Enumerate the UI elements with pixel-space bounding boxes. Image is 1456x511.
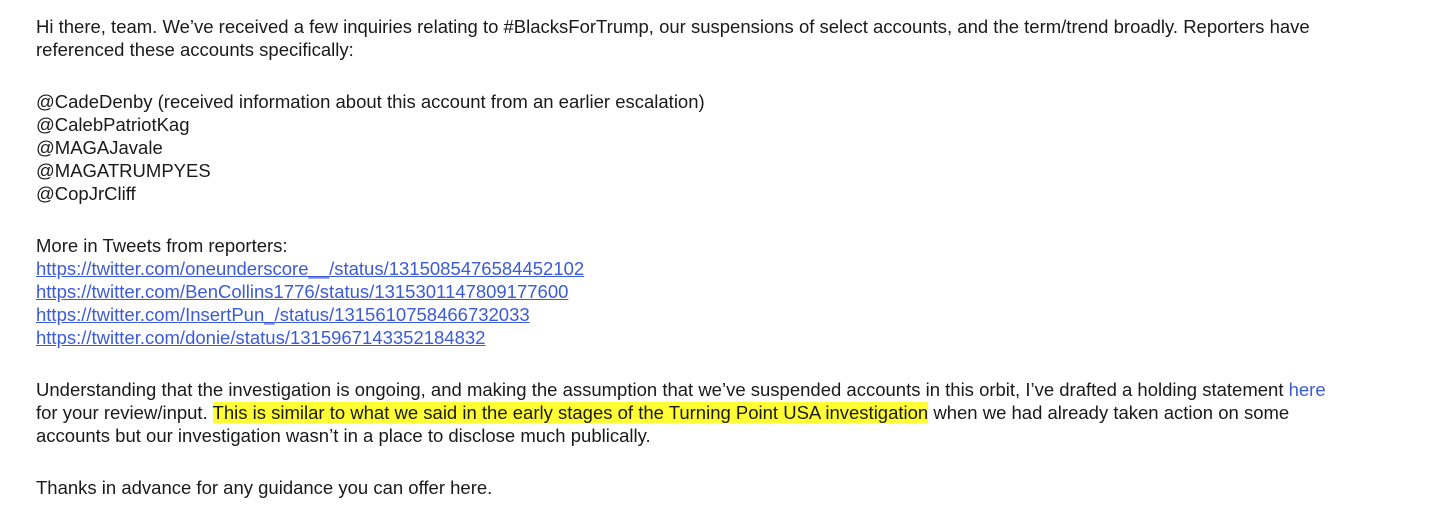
holding-statement-link[interactable]: here (1288, 379, 1326, 400)
account-list (36, 90, 1436, 205)
reporter-links-section (36, 234, 1436, 349)
account-item: @CadeDenby (received information about this account from an earlier escalation) (36, 91, 705, 112)
reporter-tweet-link[interactable]: https://twitter.com/donie/status/1315967143352184832 (36, 327, 486, 348)
account-item: @CalebPatriotKag (36, 114, 190, 135)
reporter-tweet-link[interactable]: https://twitter.com/InsertPun_/status/1315610758466732033 (36, 304, 530, 325)
reporter-tweet-link[interactable]: https://twitter.com/BenCollins1776/status/1315301147809177600 (36, 281, 569, 302)
paragraph-gap (36, 349, 1436, 378)
reporter-links-heading: More in Tweets from reporters: (36, 235, 288, 256)
statement-paragraph (36, 378, 1436, 447)
statement-line-1 (36, 378, 1436, 401)
intro-line-1: Hi there, team. We’ve received a few inquiries relating to #BlacksForTrump, our suspensions of select accounts, and the term/trend broadly. Reporters have (36, 16, 1310, 37)
account-item: @MAGAJavale (36, 137, 163, 158)
account-item: @MAGATRUMPYES (36, 160, 211, 181)
paragraph-gap (36, 61, 1436, 90)
statement-line-2 (36, 401, 1436, 424)
closing-text: Thanks in advance for any guidance you can offer here. (36, 477, 493, 498)
account-item: @CopJrCliff (36, 183, 136, 204)
intro-line-2: referenced these accounts specifically: (36, 39, 354, 60)
paragraph-gap (36, 447, 1436, 476)
highlighted-text: This is similar to what we said in the early stages of the Turning Point USA investigation (212, 402, 929, 423)
statement-line-3: accounts but our investigation wasn’t in a place to disclose much publically. (36, 425, 651, 446)
message-body (36, 15, 1436, 499)
statement-text: when we had already taken action on some (928, 402, 1290, 423)
statement-text: for your review/input. (36, 402, 213, 423)
intro-paragraph (36, 15, 1436, 61)
paragraph-gap (36, 205, 1436, 234)
statement-text: Understanding that the investigation is ongoing, and making the assumption that we’ve suspended accounts in this orbit, I’ve drafted a holding statement (36, 379, 1289, 400)
reporter-tweet-link[interactable]: https://twitter.com/oneunderscore__/status/1315085476584452102 (36, 258, 585, 279)
closing-paragraph (36, 476, 1436, 499)
